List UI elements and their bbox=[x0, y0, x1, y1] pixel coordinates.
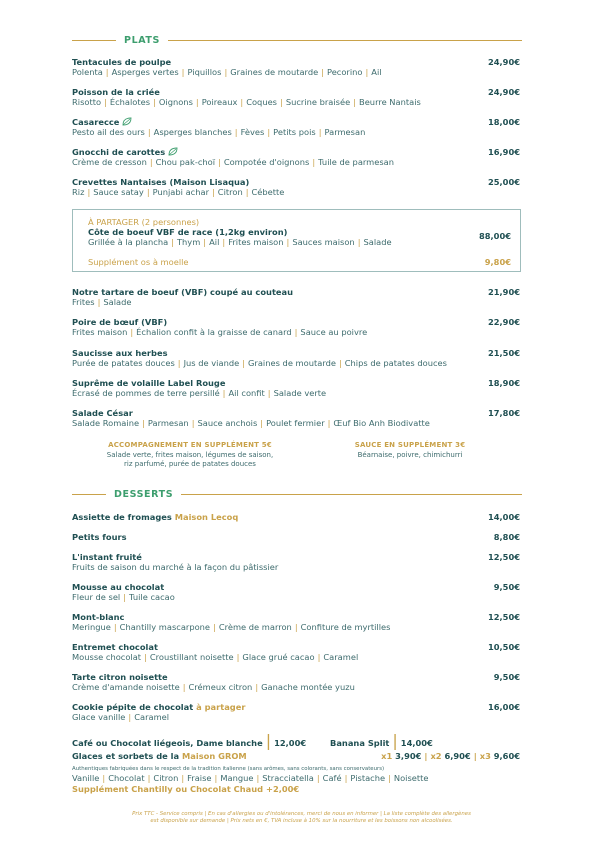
menu-item bbox=[72, 57, 520, 78]
ingredient: Graines de moutarde bbox=[230, 67, 319, 77]
footer-line: est disponible sur demande | Prix nets en €, TVA incluse à 10% sur la nourriture et les boissons non alcoolisées. bbox=[150, 818, 453, 824]
separator: | bbox=[224, 67, 228, 77]
ingredient: Petits pois bbox=[273, 127, 316, 137]
dish-description bbox=[72, 592, 520, 603]
plats-title: PLATS bbox=[124, 34, 160, 46]
dish-description bbox=[72, 562, 520, 573]
dish-price: 9,50€ bbox=[493, 672, 520, 682]
dish-name: Mont-blanc bbox=[72, 612, 125, 622]
supplement-label: Supplément os à moelle bbox=[88, 257, 189, 267]
ingredient: Œuf Bio Anh Biodivatte bbox=[333, 418, 430, 429]
sauce-line: Béarnaise, poivre, chimichurri bbox=[357, 450, 463, 459]
liegeois-price: 12,00€ bbox=[274, 738, 307, 748]
ingredient: Poireaux bbox=[201, 97, 238, 107]
list-value: Thym bbox=[176, 237, 201, 247]
separator: | bbox=[123, 592, 127, 602]
separator: | bbox=[147, 127, 151, 137]
separator: | bbox=[171, 237, 174, 247]
separator: | bbox=[265, 731, 272, 750]
ingredient: Ganache montée yuzu bbox=[261, 682, 355, 692]
ingredient: Crémeux citron bbox=[188, 682, 253, 692]
list-value: Ail bbox=[209, 237, 220, 247]
divider bbox=[72, 40, 116, 41]
liegeois-name: Café ou Chocolat liégeois, Dame blanche bbox=[72, 738, 263, 748]
glaces-supplement: Supplément Chantilly ou Chocolat Chaud +2,00€ bbox=[72, 783, 300, 794]
ingredient: Chou pak-choï bbox=[155, 157, 216, 167]
dish-description bbox=[72, 67, 520, 78]
ingredient: Ail bbox=[371, 67, 382, 77]
separator: | bbox=[316, 773, 320, 783]
dish-price: 8,80€ bbox=[493, 532, 520, 542]
separator: | bbox=[214, 773, 218, 783]
dish-name: Saucisse aux herbes bbox=[72, 347, 168, 358]
dish-description bbox=[72, 297, 520, 308]
menu-item bbox=[72, 117, 520, 138]
ingredient: Tuile cacao bbox=[129, 592, 175, 602]
separator: | bbox=[222, 237, 226, 247]
ingredient: Sucrine braisée bbox=[285, 97, 351, 107]
menu-item bbox=[72, 408, 520, 429]
ingredient: Pesto ail des ours bbox=[72, 127, 145, 137]
ingredient: Fleur de sel bbox=[72, 592, 121, 602]
dish-description bbox=[72, 127, 520, 138]
plats-section-header bbox=[72, 33, 522, 47]
dish-description bbox=[72, 97, 520, 108]
menu-item bbox=[72, 552, 520, 573]
dish-name-accent: à partager bbox=[193, 702, 246, 712]
separator: | bbox=[177, 357, 181, 368]
dish-description bbox=[72, 157, 520, 168]
separator: | bbox=[353, 97, 357, 107]
dish-name: Gnocchi de carottes bbox=[72, 147, 166, 157]
dish-price: 12,50€ bbox=[487, 612, 520, 622]
ingredient: Glace vanille bbox=[72, 712, 126, 722]
footer-line: Prix TTC - Service compris | En cas d'allergies ou d'intolérances, merci de nous en informer | La liste complète des allergènes bbox=[132, 811, 471, 817]
glaces-x2-label: x2 bbox=[430, 751, 442, 761]
separator: | bbox=[142, 418, 145, 429]
leaf-icon bbox=[168, 147, 178, 156]
separator: | bbox=[388, 773, 391, 783]
separator: | bbox=[267, 127, 271, 137]
ingredient: Caramel bbox=[323, 652, 359, 662]
ingredient: Frites maison bbox=[72, 327, 128, 338]
menu-item bbox=[72, 582, 520, 603]
dish-name: Entremet chocolat bbox=[72, 642, 158, 652]
separator: | bbox=[318, 127, 322, 137]
list-value: Stracciatella bbox=[262, 773, 314, 783]
separator: | bbox=[294, 327, 298, 338]
ingredient: Parmesan bbox=[147, 418, 189, 429]
dish-price: 9,50€ bbox=[493, 582, 520, 592]
supplement-price: 9,80€ bbox=[484, 257, 511, 267]
glaces-note: Authentiques fabriquées dans le respect de la tradition italienne (sans arômes, sans colorants, sans conservateurs) bbox=[72, 766, 385, 772]
glaces-name-accent: Maison GROM bbox=[182, 751, 247, 761]
ingredient: Coques bbox=[246, 97, 278, 107]
list-value: Vanille bbox=[72, 773, 100, 783]
list-value: Mangue bbox=[220, 773, 254, 783]
dish-description bbox=[72, 712, 520, 723]
dish-price: 18,00€ bbox=[487, 117, 520, 127]
dish-description bbox=[72, 358, 520, 369]
glaces-row: Glaces et sorbets de la Maison GROM x1 3,90€ | x2 6,90€ | x3 9,60€ Authentiques fabriquées dans le respect de la tradition italienne (sans arômes, sans colorants, sans conservateurs) Vanille | Chocolat | Citron | Fraise | Mangue | Stracciatella | Café | Pistache | Noisette Supplément Chantilly ou Chocolat Chaud +2,00€ bbox=[72, 751, 520, 794]
separator: | bbox=[294, 622, 298, 632]
ingredient: Confiture de myrtilles bbox=[300, 622, 391, 632]
ingredient: Pecorino bbox=[326, 67, 363, 77]
separator: | bbox=[191, 418, 195, 429]
separator: | bbox=[256, 773, 260, 783]
dish-description bbox=[72, 622, 520, 633]
separator: | bbox=[222, 387, 226, 398]
dish-description bbox=[72, 418, 520, 429]
ingredient: Parmesan bbox=[324, 127, 366, 137]
ingredient: Beurre Nantais bbox=[359, 97, 421, 107]
liegeois-row bbox=[72, 731, 520, 750]
ingredient: Compotée d'oignons bbox=[223, 157, 310, 167]
list-value: Café bbox=[322, 773, 342, 783]
share-box bbox=[72, 209, 521, 272]
separator: | bbox=[218, 157, 221, 167]
separator: | bbox=[255, 682, 259, 692]
list-value: Frites maison bbox=[228, 237, 284, 247]
accompagnement-block bbox=[90, 441, 290, 470]
menu-item bbox=[72, 317, 520, 338]
ingredient: Mousse chocolat bbox=[72, 652, 142, 662]
separator: | bbox=[153, 97, 156, 107]
menu-item bbox=[72, 348, 520, 369]
dish-price: 16,00€ bbox=[487, 702, 520, 712]
separator: | bbox=[113, 622, 117, 632]
dish-name: L'instant fruité bbox=[72, 552, 142, 562]
ingredient: Crème de cresson bbox=[72, 157, 147, 167]
list-value: Sauces maison bbox=[292, 237, 355, 247]
dish-description bbox=[72, 652, 520, 663]
dish-description bbox=[72, 187, 520, 198]
dish-price: 21,50€ bbox=[487, 347, 520, 358]
ingredient: Citron bbox=[217, 187, 243, 197]
glaces-flavors bbox=[72, 773, 520, 784]
dish-description bbox=[72, 327, 520, 338]
list-value: Noisette bbox=[393, 773, 429, 783]
separator: | bbox=[267, 387, 271, 398]
dish-name: Casarecce bbox=[72, 117, 120, 127]
share-dish-price: 88,00€ bbox=[478, 231, 511, 241]
menu-item bbox=[72, 177, 520, 198]
glaces-x3-label: x3 bbox=[479, 751, 491, 761]
dish-name: Suprême de volaille Label Rouge bbox=[72, 377, 226, 388]
ingredient: Cébette bbox=[251, 187, 285, 197]
banana-split-price: 14,00€ bbox=[400, 738, 433, 748]
separator: | bbox=[240, 97, 244, 107]
menu-item bbox=[72, 87, 520, 108]
ingredient: Crème d'amande noisette bbox=[72, 682, 180, 692]
ingredient: Sauce anchois bbox=[197, 418, 258, 429]
ingredient: Échalotes bbox=[109, 97, 151, 107]
banana-split-name: Banana Split bbox=[330, 738, 390, 748]
separator: | bbox=[392, 731, 398, 750]
separator: | bbox=[260, 418, 264, 429]
dish-name: Notre tartare de boeuf (VBF) coupé au couteau bbox=[72, 287, 294, 297]
glaces-x1-price: 3,90€ bbox=[395, 751, 422, 761]
accompagnement-line: riz parfumé, purée de patates douces bbox=[124, 460, 256, 468]
separator: | bbox=[211, 187, 215, 197]
separator: | bbox=[286, 237, 290, 247]
separator: | bbox=[144, 652, 147, 662]
ingredient: Fèves bbox=[240, 127, 265, 137]
ingredient: Caramel bbox=[134, 712, 170, 722]
dish-name: Cookie pépite de chocolat bbox=[72, 702, 194, 712]
ingredient: Chantilly mascarpone bbox=[119, 622, 211, 632]
dish-price: 10,50€ bbox=[487, 642, 520, 652]
separator: | bbox=[242, 357, 245, 368]
ingredient: Salade bbox=[103, 297, 132, 307]
separator: | bbox=[146, 187, 150, 197]
ingredient: Sauce au poivre bbox=[300, 327, 368, 338]
dish-name: Salade César bbox=[72, 408, 133, 419]
share-dish-name: Côte de boeuf VBF de race (1,2kg environ) bbox=[88, 227, 288, 237]
separator: | bbox=[365, 67, 369, 77]
menu-item bbox=[72, 612, 520, 633]
dish-name: Petits fours bbox=[72, 532, 127, 542]
dish-name: Poisson de la criée bbox=[72, 87, 160, 97]
dish-name: Poire de bœuf (VBF) bbox=[72, 317, 168, 328]
separator: | bbox=[87, 187, 91, 197]
accompagnement-title: ACCOMPAGNEMENT EN SUPPLÉMENT 5€ bbox=[108, 441, 272, 449]
separator: | bbox=[182, 682, 186, 692]
glaces-name: Glaces et sorbets de la bbox=[72, 751, 180, 761]
ingredient: Oignons bbox=[158, 97, 193, 107]
divider bbox=[181, 494, 522, 495]
ingredient: Graines de moutarde bbox=[248, 357, 336, 368]
separator: | bbox=[213, 622, 216, 632]
ingredient: Écrasé de pommes de terre persillé bbox=[72, 387, 220, 398]
ingredient: Meringue bbox=[72, 622, 111, 632]
dish-price: 16,90€ bbox=[487, 147, 520, 157]
ingredient: Jus de viande bbox=[183, 357, 240, 368]
ingredient: Tuile de parmesan bbox=[318, 157, 395, 167]
list-value: Salade bbox=[363, 237, 392, 247]
dish-price: 25,00€ bbox=[487, 177, 520, 187]
menu-item bbox=[72, 702, 520, 723]
glaces-x2-price: 6,90€ bbox=[444, 751, 471, 761]
dish-price: 24,90€ bbox=[487, 87, 520, 97]
separator: | bbox=[203, 237, 207, 247]
separator: | bbox=[312, 157, 316, 167]
ingredient: Asperges blanches bbox=[153, 127, 232, 137]
dish-description bbox=[72, 682, 520, 693]
footer-note bbox=[90, 811, 513, 825]
separator: | bbox=[357, 237, 361, 247]
list-value: Fraise bbox=[187, 773, 212, 783]
separator: | bbox=[321, 67, 324, 77]
separator: | bbox=[195, 97, 199, 107]
ingredient: Asperges vertes bbox=[111, 67, 179, 77]
menu-item bbox=[72, 287, 520, 308]
ingredient: Crème de marron bbox=[218, 622, 292, 632]
ingredient: Sauce satay bbox=[93, 187, 144, 197]
dish-name: Assiette de fromages bbox=[72, 512, 172, 522]
ingredient: Frites bbox=[72, 297, 95, 307]
dish-name: Tarte citron noisette bbox=[72, 672, 168, 682]
menu-item bbox=[72, 147, 520, 168]
separator: | bbox=[128, 712, 132, 722]
divider bbox=[168, 40, 522, 41]
ingredient: Croustillant noisette bbox=[149, 652, 234, 662]
menu-item bbox=[72, 532, 520, 542]
ingredient: Risotto bbox=[72, 97, 102, 107]
separator: | bbox=[236, 652, 240, 662]
list-value: Grillée à la plancha bbox=[88, 237, 169, 247]
ingredient: Purée de patates douces bbox=[72, 357, 175, 368]
separator: | bbox=[317, 652, 321, 662]
list-value: Chocolat bbox=[108, 773, 145, 783]
share-dish-desc bbox=[88, 237, 511, 248]
list-value: Citron bbox=[153, 773, 179, 783]
menu-item bbox=[72, 672, 520, 693]
separator: | bbox=[234, 127, 238, 137]
dish-name: Mousse au chocolat bbox=[72, 582, 165, 592]
separator: | bbox=[130, 327, 134, 338]
menu-item bbox=[72, 378, 520, 399]
ingredient: Salade Romaine bbox=[72, 418, 140, 429]
dish-price: 24,90€ bbox=[487, 57, 520, 67]
ingredient: Ail confit bbox=[228, 387, 265, 398]
dish-price: 18,90€ bbox=[487, 377, 520, 388]
separator: | bbox=[104, 97, 107, 107]
list-value: Pistache bbox=[350, 773, 386, 783]
menu-item bbox=[72, 642, 520, 663]
ingredient: Poulet fermier bbox=[266, 418, 325, 429]
separator: | bbox=[344, 773, 348, 783]
accompagnement-line: Salade verte, frites maison, légumes de saison, bbox=[106, 450, 274, 459]
ingredient: Piquillos bbox=[187, 67, 222, 77]
separator: | bbox=[338, 357, 342, 368]
ingredient: Polenta bbox=[72, 67, 103, 77]
separator: | bbox=[149, 157, 153, 167]
share-label: À PARTAGER (2 personnes) bbox=[88, 217, 200, 227]
desserts-section-header bbox=[72, 487, 522, 501]
ingredient: Fruits de saison du marché à la façon du pâtissier bbox=[72, 562, 279, 572]
separator: | bbox=[181, 773, 185, 783]
dish-name: Crevettes Nantaises (Maison Lisaqua) bbox=[72, 177, 250, 187]
dish-name-accent: Maison Lecoq bbox=[171, 512, 239, 522]
dish-price: 21,90€ bbox=[487, 287, 520, 297]
separator: | bbox=[97, 297, 101, 307]
dish-name: Tentacules de poulpe bbox=[72, 57, 172, 67]
dish-price: 17,80€ bbox=[487, 408, 520, 419]
glaces-x3-price: 9,60€ bbox=[493, 751, 520, 761]
desserts-title: DESSERTS bbox=[114, 488, 174, 500]
separator: | bbox=[105, 67, 109, 77]
sauce-title: SAUCE EN SUPPLÉMENT 3€ bbox=[354, 441, 466, 449]
separator: | bbox=[245, 187, 249, 197]
separator: | bbox=[327, 418, 331, 429]
dish-price: 14,00€ bbox=[487, 512, 520, 522]
ingredient: Riz bbox=[72, 187, 85, 197]
separator: | bbox=[102, 773, 106, 783]
ingredient: Échalion confit à la graisse de canard bbox=[136, 327, 292, 338]
dish-price: 22,90€ bbox=[487, 317, 520, 328]
ingredient: Chips de patates douces bbox=[344, 357, 447, 368]
separator: | bbox=[280, 97, 283, 107]
separator: | bbox=[147, 773, 151, 783]
ingredient: Salade verte bbox=[273, 387, 327, 398]
ingredient: Glace grué cacao bbox=[242, 652, 315, 662]
dish-price: 12,50€ bbox=[487, 552, 520, 562]
leaf-icon bbox=[122, 117, 132, 126]
separator: | bbox=[181, 67, 185, 77]
divider bbox=[72, 494, 106, 495]
dish-description bbox=[72, 388, 520, 399]
sauce-block bbox=[310, 441, 510, 460]
menu-item bbox=[72, 512, 520, 522]
glaces-x1-label: x1 bbox=[381, 751, 393, 761]
ingredient: Punjabi achar bbox=[152, 187, 209, 197]
